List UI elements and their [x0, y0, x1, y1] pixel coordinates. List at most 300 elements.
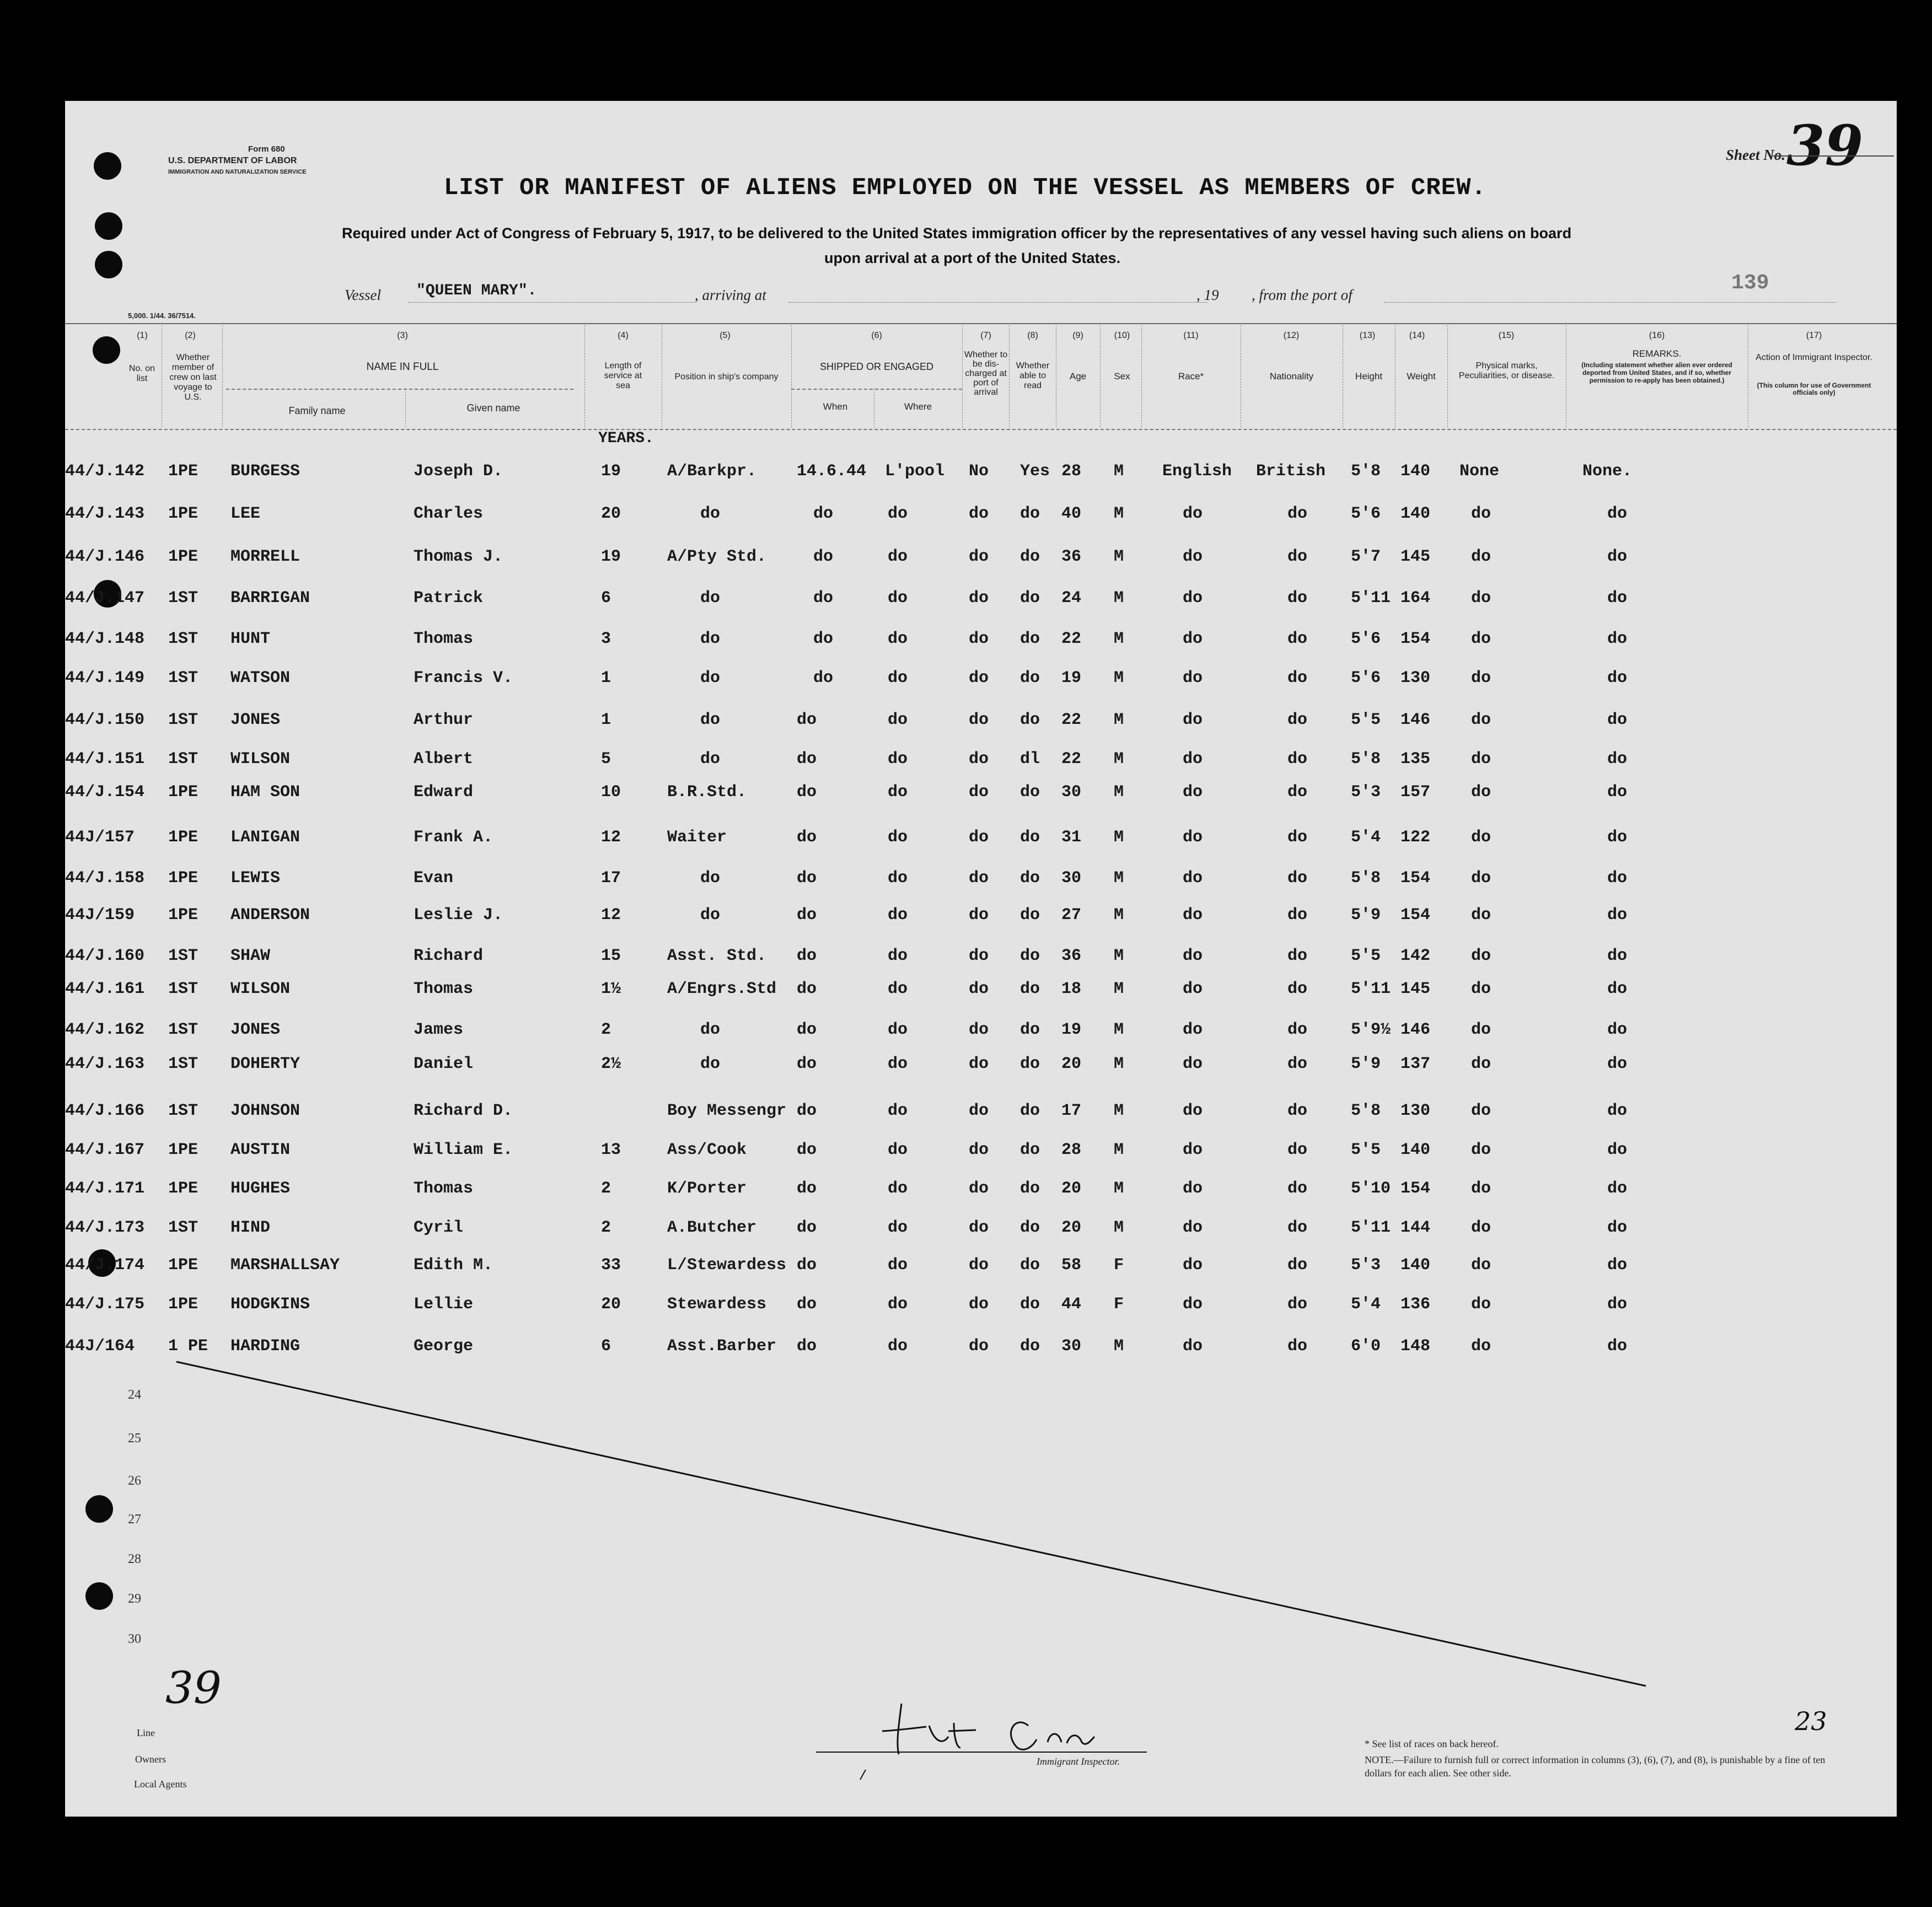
col-17-number: (17) — [1806, 331, 1822, 340]
cell-discharged: do — [969, 980, 989, 998]
cell-last-voyage: 1PE — [168, 869, 198, 888]
cell-length-of-service: 6 — [601, 1337, 611, 1356]
cell-last-voyage: 1ST — [168, 630, 198, 648]
cell-physical-marks: do — [1471, 1218, 1491, 1237]
cell-race: do — [1183, 947, 1203, 965]
cell-length-of-service: 2 — [601, 1020, 611, 1039]
cell-nationality: do — [1287, 1179, 1308, 1198]
cell-height: 5'9 — [1351, 1055, 1381, 1073]
line-label: Line — [137, 1727, 155, 1738]
cell-shipped-when: do — [797, 947, 817, 965]
cell-nationality: do — [1287, 828, 1308, 847]
empty-line-number: 25 — [128, 1431, 141, 1446]
cell-physical-marks: do — [1471, 1337, 1491, 1356]
cell-shipped-where: do — [888, 1337, 908, 1356]
cell-height: 5'7 — [1351, 547, 1381, 566]
cell-sex: M — [1114, 1055, 1124, 1073]
cell-race: do — [1183, 589, 1203, 608]
cell-age: 30 — [1061, 783, 1082, 802]
cell-able-to-read: do — [1020, 711, 1040, 729]
cell-position: Waiter — [667, 828, 727, 847]
cell-discharged: do — [969, 1055, 989, 1073]
cell-family-name: BURGESS — [230, 462, 300, 481]
cell-weight: 154 — [1400, 1179, 1431, 1198]
cell-family-name: JONES — [230, 1020, 281, 1039]
cell-height: 5'4 — [1351, 1295, 1381, 1314]
cell-discharged: do — [969, 750, 989, 769]
cell-position: Boy Messengr — [667, 1102, 787, 1120]
cell-last-voyage: 1ST — [168, 711, 198, 729]
cell-able-to-read: do — [1020, 947, 1040, 965]
cell-given-name: Thomas — [414, 630, 474, 648]
cell-physical-marks: do — [1471, 547, 1491, 566]
cell-weight: 130 — [1400, 669, 1431, 687]
cell-physical-marks: do — [1471, 504, 1491, 523]
cell-nationality: do — [1287, 1020, 1308, 1039]
cell-age: 28 — [1061, 462, 1082, 481]
cell-shipped-when: do — [797, 1256, 817, 1275]
cell-nationality: do — [1287, 906, 1308, 925]
cell-nationality: do — [1287, 1256, 1308, 1275]
cell-position: do — [700, 1020, 721, 1039]
cell-race: do — [1183, 1179, 1203, 1198]
cell-able-to-read: do — [1020, 1141, 1040, 1159]
cell-last-voyage: 1ST — [168, 589, 198, 608]
subtitle-line-1: Required under Act of Congress of February 5, 1917, to be delivered to the United States immigration officer by the representatives of any vessel having such aliens on board — [342, 225, 1572, 241]
cell-shipped-when: do — [813, 669, 834, 687]
cell-able-to-read: do — [1020, 1055, 1040, 1073]
cell-shipped-when: do — [797, 1295, 817, 1314]
year-label: , 19 — [1196, 287, 1219, 303]
local-agents-label: Local Agents — [134, 1779, 187, 1790]
cell-length-of-service: 6 — [601, 589, 611, 608]
cell-last-voyage: 1PE — [168, 1295, 198, 1314]
cell-height: 5'5 — [1351, 947, 1381, 965]
empty-line-number: 24 — [128, 1388, 141, 1402]
cell-given-name: Patrick — [414, 589, 484, 608]
col-2-header: Whether member of crew on last voyage to U.S. — [169, 353, 217, 402]
cell-no-on-list: 44/J.142 — [65, 462, 145, 481]
cell-position: K/Porter — [667, 1179, 747, 1198]
cell-given-name: Albert — [414, 750, 474, 769]
cell-remarks: do — [1607, 1020, 1628, 1039]
cell-age: 20 — [1061, 1055, 1082, 1073]
cell-age: 20 — [1061, 1218, 1082, 1237]
cell-able-to-read: do — [1020, 980, 1040, 998]
cell-position: do — [700, 630, 721, 648]
cell-family-name: MORRELL — [230, 547, 300, 566]
col-11-number: (11) — [1183, 331, 1199, 340]
cell-race: do — [1183, 504, 1203, 523]
cell-shipped-when: do — [797, 828, 817, 847]
fine-note: NOTE.—Failure to furnish full or correct information in columns (3), (6), (7), and (8), is punishable by a fine of ten dollars for each alien. See other side. — [1365, 1754, 1826, 1779]
cell-discharged: do — [969, 1256, 989, 1275]
empty-line-number: 29 — [128, 1592, 141, 1606]
col-1-number: (1) — [137, 331, 148, 340]
cell-race: do — [1183, 1218, 1203, 1237]
cell-given-name: Cyril — [414, 1218, 464, 1237]
service-name: IMMIGRATION AND NATURALIZATION SERVICE — [168, 169, 307, 175]
col-15-number: (15) — [1498, 331, 1515, 340]
cell-shipped-where: do — [888, 669, 908, 687]
page-reference: 139 — [1731, 271, 1769, 295]
cell-sex: M — [1114, 1179, 1124, 1198]
cell-shipped-where: do — [888, 547, 908, 566]
cell-shipped-when: do — [797, 906, 817, 925]
empty-line-number: 28 — [128, 1552, 141, 1566]
port-label: , from the port of — [1252, 287, 1353, 303]
empty-line-number: 26 — [128, 1474, 141, 1488]
cell-weight: 154 — [1400, 869, 1431, 888]
col-8-number: (8) — [1027, 331, 1038, 340]
cell-discharged: do — [969, 947, 989, 965]
cell-length-of-service: 12 — [601, 906, 621, 925]
cell-no-on-list: 44/J.161 — [65, 980, 145, 998]
cell-height: 5'10 — [1351, 1179, 1391, 1198]
cell-weight: 154 — [1400, 906, 1431, 925]
cell-shipped-when: do — [813, 504, 834, 523]
cell-height: 5'9½ — [1351, 1020, 1391, 1039]
cell-position: B.R.Std. — [667, 783, 747, 802]
cell-remarks: do — [1607, 783, 1628, 802]
col-4-number: (4) — [618, 331, 629, 340]
cell-remarks: do — [1607, 1295, 1628, 1314]
cell-given-name: James — [414, 1020, 464, 1039]
form-number: Form 680 — [248, 144, 285, 154]
cell-family-name: DOHERTY — [230, 1055, 300, 1073]
col-7-header: Whether to be dis-charged at port of arrival — [964, 350, 1008, 397]
cell-shipped-where: do — [888, 1256, 908, 1275]
cell-race: do — [1183, 828, 1203, 847]
cell-able-to-read: do — [1020, 906, 1040, 925]
cell-weight: 145 — [1400, 980, 1431, 998]
cell-remarks: None. — [1582, 462, 1633, 481]
cell-shipped-where: do — [888, 589, 908, 608]
cell-shipped-where: do — [888, 783, 908, 802]
cell-nationality: do — [1287, 1055, 1308, 1073]
cell-age: 36 — [1061, 947, 1082, 965]
col-16-header: REMARKS. — [1632, 348, 1682, 359]
cell-discharged: do — [969, 869, 989, 888]
cell-last-voyage: 1ST — [168, 1020, 198, 1039]
col-16-note: (Including statement whether alien ever ordered deported from United States, and if so, whether permission to re-apply has been obtained.) — [1581, 361, 1732, 384]
cell-age: 19 — [1061, 669, 1082, 687]
cell-shipped-where: do — [888, 504, 908, 523]
cell-race: English — [1162, 462, 1232, 481]
cell-discharged: do — [969, 1102, 989, 1120]
cell-weight: 142 — [1400, 947, 1431, 965]
cell-position: A/Barkpr. — [667, 462, 757, 481]
cell-nationality: do — [1287, 980, 1308, 998]
cell-height: 5'11 — [1351, 589, 1391, 608]
cell-sex: M — [1114, 783, 1124, 802]
cell-family-name: BARRIGAN — [230, 589, 310, 608]
cell-family-name: HODGKINS — [230, 1295, 310, 1314]
col-13-header: Height — [1355, 371, 1383, 382]
cell-no-on-list: 44/J.150 — [65, 711, 145, 729]
cell-shipped-where: do — [888, 947, 908, 965]
cell-family-name: LEE — [230, 504, 261, 523]
cell-race: do — [1183, 1102, 1203, 1120]
cell-no-on-list: 44/J.162 — [65, 1020, 145, 1039]
cell-given-name: Thomas J. — [414, 547, 503, 566]
cell-shipped-where: do — [888, 1218, 908, 1237]
cell-length-of-service: 2 — [601, 1179, 611, 1198]
cell-weight: 122 — [1400, 828, 1431, 847]
col-5-number: (5) — [720, 331, 731, 340]
cell-given-name: Richard — [414, 947, 484, 965]
cell-family-name: WILSON — [230, 980, 291, 998]
owners-label: Owners — [135, 1754, 166, 1765]
cell-shipped-when: do — [797, 783, 817, 802]
cell-physical-marks: do — [1471, 711, 1491, 729]
cell-race: do — [1183, 1020, 1203, 1039]
cell-physical-marks: do — [1471, 828, 1491, 847]
cell-position: Ass/Cook — [667, 1141, 747, 1159]
cell-last-voyage: 1PE — [168, 1141, 198, 1159]
cell-able-to-read: do — [1020, 1102, 1040, 1120]
cell-age: 30 — [1061, 1337, 1082, 1356]
cell-last-voyage: 1PE — [168, 504, 198, 523]
cell-given-name: Richard D. — [414, 1102, 513, 1120]
col-2-number: (2) — [185, 331, 196, 340]
cell-sex: M — [1114, 947, 1124, 965]
department-name: U.S. DEPARTMENT OF LABOR — [168, 156, 297, 165]
cell-no-on-list: 44/J.173 — [65, 1218, 145, 1237]
cell-weight: 157 — [1400, 783, 1431, 802]
col-3b-header: Given name — [466, 402, 520, 413]
col-3a-header: Family name — [288, 405, 346, 416]
cell-remarks: do — [1607, 869, 1628, 888]
cell-remarks: do — [1607, 1141, 1628, 1159]
col-11-header: Race* — [1178, 371, 1204, 382]
cell-physical-marks: do — [1471, 630, 1491, 648]
cell-weight: 140 — [1400, 1256, 1431, 1275]
cell-remarks: do — [1607, 669, 1628, 687]
cell-remarks: do — [1607, 906, 1628, 925]
cell-position: do — [700, 589, 721, 608]
cell-shipped-when: do — [797, 1102, 817, 1120]
cell-no-on-list: 44/J.154 — [65, 783, 145, 802]
cell-position: do — [700, 669, 721, 687]
col-12-number: (12) — [1283, 331, 1300, 340]
page-count: 23 — [1795, 1706, 1827, 1736]
cell-last-voyage: 1PE — [168, 1256, 198, 1275]
cell-last-voyage: 1PE — [168, 906, 198, 925]
cell-race: do — [1183, 1055, 1203, 1073]
cell-race: do — [1183, 783, 1203, 802]
cell-weight: 145 — [1400, 547, 1431, 566]
cell-sex: F — [1114, 1295, 1124, 1314]
cell-family-name: HAM SON — [230, 783, 300, 802]
cell-race: do — [1183, 1295, 1203, 1314]
cell-nationality: do — [1287, 947, 1308, 965]
cell-age: 22 — [1061, 630, 1082, 648]
cell-nationality: do — [1287, 1141, 1308, 1159]
cell-weight: 154 — [1400, 630, 1431, 648]
cell-sex: M — [1114, 547, 1124, 566]
cell-length-of-service: 19 — [601, 462, 621, 481]
cell-race: do — [1183, 711, 1203, 729]
cell-sex: M — [1114, 828, 1124, 847]
inspector-label: Immigrant Inspector. — [1037, 1756, 1120, 1767]
cell-shipped-where: L'pool — [885, 462, 945, 481]
cell-last-voyage: 1PE — [168, 1179, 198, 1198]
cell-sex: M — [1114, 1020, 1124, 1039]
cell-sex: M — [1114, 1337, 1124, 1356]
cell-family-name: JOHNSON — [230, 1102, 300, 1120]
cell-remarks: do — [1607, 589, 1628, 608]
cell-no-on-list: 44/J.171 — [65, 1179, 145, 1198]
cell-shipped-where: do — [888, 1020, 908, 1039]
cell-no-on-list: 44/J.149 — [65, 669, 145, 687]
cell-length-of-service: 12 — [601, 828, 621, 847]
years-label: YEARS. — [598, 430, 654, 447]
cell-able-to-read: Yes — [1020, 462, 1050, 481]
empty-line-number: 30 — [128, 1632, 141, 1646]
col-15-header: Physical marks, Peculiarities, or disease. — [1458, 361, 1555, 380]
cell-age: 30 — [1061, 869, 1082, 888]
cell-physical-marks: do — [1471, 906, 1491, 925]
cell-race: do — [1183, 1337, 1203, 1356]
cell-height: 5'8 — [1351, 1102, 1381, 1120]
cell-family-name: JONES — [230, 711, 281, 729]
cell-position: do — [700, 504, 721, 523]
cell-last-voyage: 1PE — [168, 783, 198, 802]
cell-height: 5'11 — [1351, 1218, 1391, 1237]
cell-shipped-when: do — [797, 1020, 817, 1039]
cell-height: 5'8 — [1351, 750, 1381, 769]
cell-family-name: HARDING — [230, 1337, 300, 1356]
cell-able-to-read: do — [1020, 828, 1040, 847]
cell-sex: M — [1114, 462, 1124, 481]
cell-discharged: do — [969, 1218, 989, 1237]
cell-height: 5'9 — [1351, 906, 1381, 925]
cell-position: do — [700, 869, 721, 888]
cell-no-on-list: 44/J.167 — [65, 1141, 145, 1159]
cell-sex: F — [1114, 1256, 1124, 1275]
cell-weight: 140 — [1400, 504, 1431, 523]
cell-position: do — [700, 906, 721, 925]
cell-shipped-where: do — [888, 630, 908, 648]
cell-able-to-read: do — [1020, 504, 1040, 523]
cell-shipped-where: do — [888, 750, 908, 769]
cell-weight: 140 — [1400, 1141, 1431, 1159]
cell-height: 5'5 — [1351, 1141, 1381, 1159]
cell-physical-marks: do — [1471, 1179, 1491, 1198]
cell-weight: 140 — [1400, 462, 1431, 481]
cell-weight: 148 — [1400, 1337, 1431, 1356]
cell-no-on-list: 44/J.174 — [65, 1256, 145, 1275]
cell-position: Stewardess — [667, 1295, 767, 1314]
cell-sex: M — [1114, 589, 1124, 608]
cell-nationality: do — [1287, 750, 1308, 769]
cell-given-name: Daniel — [414, 1055, 474, 1073]
cell-no-on-list: 44/J.158 — [65, 869, 145, 888]
col-6b-header: Where — [904, 401, 932, 412]
col-3-header: NAME IN FULL — [366, 361, 439, 373]
cell-nationality: do — [1287, 783, 1308, 802]
cell-race: do — [1183, 869, 1203, 888]
cell-discharged: do — [969, 828, 989, 847]
cell-age: 27 — [1061, 906, 1082, 925]
cell-family-name: WILSON — [230, 750, 291, 769]
cell-no-on-list: 44/J.143 — [65, 504, 145, 523]
cell-sex: M — [1114, 1102, 1124, 1120]
col-6-number: (6) — [871, 331, 882, 340]
cell-discharged: do — [969, 1337, 989, 1356]
cell-sex: M — [1114, 711, 1124, 729]
col-9-header: Age — [1069, 371, 1087, 382]
cell-nationality: do — [1287, 547, 1308, 566]
cell-shipped-when: do — [813, 547, 834, 566]
cell-nationality: do — [1287, 1102, 1308, 1120]
cell-family-name: WATSON — [230, 669, 291, 687]
cell-weight: 164 — [1400, 589, 1431, 608]
cell-last-voyage: 1PE — [168, 828, 198, 847]
cell-discharged: do — [969, 711, 989, 729]
cell-length-of-service: 20 — [601, 1295, 621, 1314]
cell-family-name: AUSTIN — [230, 1141, 291, 1159]
cell-able-to-read: dl — [1020, 750, 1040, 769]
cell-no-on-list: 44/J.163 — [65, 1055, 145, 1073]
col-5-header: Position in ship's company — [674, 372, 779, 382]
cell-sex: M — [1114, 504, 1124, 523]
cell-shipped-when: do — [797, 869, 817, 888]
col-10-number: (10) — [1114, 331, 1130, 340]
cell-height: 5'6 — [1351, 630, 1381, 648]
col-12-header: Nationality — [1269, 371, 1314, 382]
cell-discharged: do — [969, 906, 989, 925]
cell-shipped-when: do — [797, 1141, 817, 1159]
cell-age: 18 — [1061, 980, 1082, 998]
cell-length-of-service: 5 — [601, 750, 611, 769]
cell-discharged: do — [969, 1295, 989, 1314]
handwritten-number: 39 — [165, 1662, 222, 1713]
cell-remarks: do — [1607, 1256, 1628, 1275]
cell-length-of-service: 33 — [601, 1256, 621, 1275]
cell-height: 6'0 — [1351, 1337, 1381, 1356]
cell-physical-marks: do — [1471, 869, 1491, 888]
cell-weight: 146 — [1400, 711, 1431, 729]
cell-length-of-service: 3 — [601, 630, 611, 648]
cell-age: 28 — [1061, 1141, 1082, 1159]
cell-position: L/Stewardess — [667, 1256, 787, 1275]
cell-sex: M — [1114, 630, 1124, 648]
cell-height: 5'6 — [1351, 669, 1381, 687]
cell-age: 22 — [1061, 711, 1082, 729]
cell-age: 22 — [1061, 750, 1082, 769]
cell-sex: M — [1114, 1218, 1124, 1237]
cell-age: 58 — [1061, 1256, 1082, 1275]
cell-nationality: do — [1287, 1337, 1308, 1356]
cell-physical-marks: do — [1471, 1141, 1491, 1159]
cell-given-name: Lellie — [414, 1295, 474, 1314]
cell-shipped-when: do — [797, 711, 817, 729]
cell-shipped-when: 14.6.44 — [797, 462, 867, 481]
cell-family-name: LEWIS — [230, 869, 281, 888]
cell-remarks: do — [1607, 1337, 1628, 1356]
cell-nationality: do — [1287, 1295, 1308, 1314]
cell-height: 5'8 — [1351, 462, 1381, 481]
cell-last-voyage: 1ST — [168, 750, 198, 769]
cell-remarks: do — [1607, 630, 1628, 648]
cell-weight: 136 — [1400, 1295, 1431, 1314]
vessel-label: Vessel — [345, 287, 381, 303]
cell-position: A.Butcher — [667, 1218, 757, 1237]
page-title: LIST OR MANIFEST OF ALIENS EMPLOYED ON THE VESSEL AS MEMBERS OF CREW. — [444, 174, 1486, 202]
col-8-header: Whether able to read — [1016, 361, 1050, 390]
